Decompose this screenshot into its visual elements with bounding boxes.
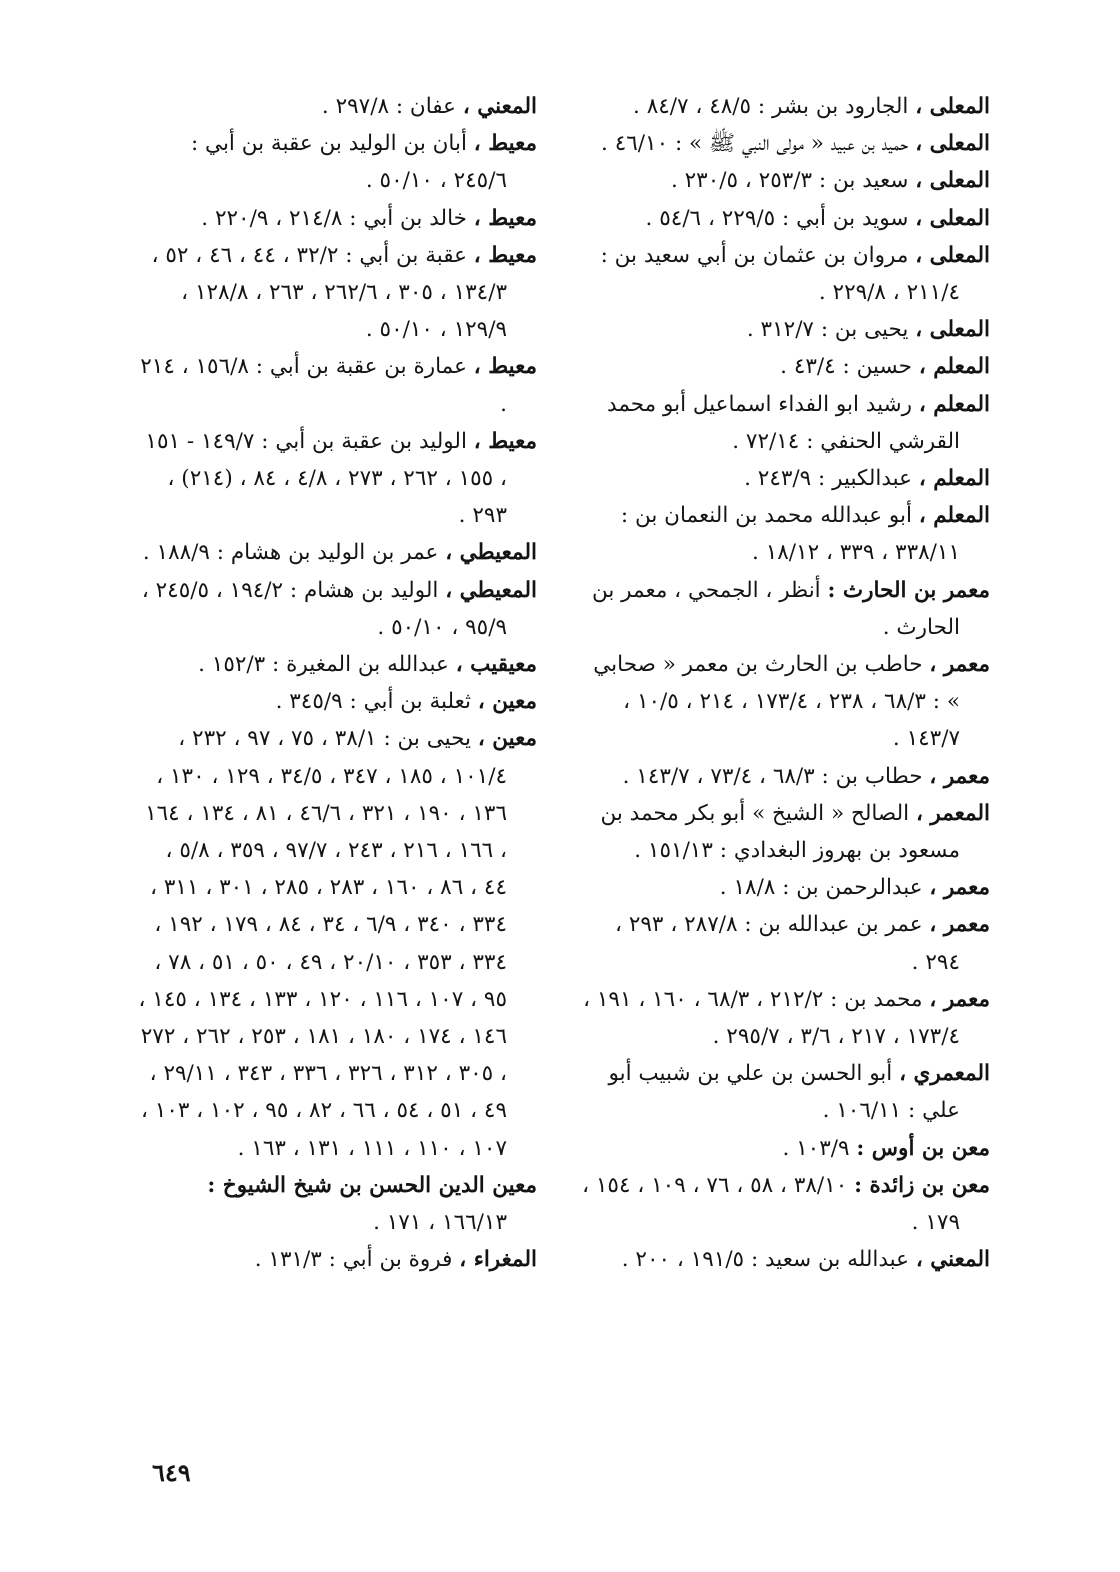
index-entry [582, 1167, 990, 1241]
entry-heading: معيط ، [473, 242, 537, 268]
entry-heading: المعلى ، [915, 317, 990, 343]
entry-references: مروان بن عثمان بن أبي سعيد بن : ٢١١/٤ ، ٢٢٩/٨ . [600, 242, 960, 306]
entry-heading: معيط ، [473, 205, 537, 231]
entry-references: أبو الحسن بن علي بن شبيب أبو علي : ١٠٦/١١ . [608, 1061, 960, 1124]
entry-references: ١٠٣/٩ . [782, 1135, 850, 1161]
index-entry [582, 906, 990, 980]
entry-references: حاطب بن الحارث بن معمر « صحابي » : ٦٨/٣ ، ٢٣٨ ، ١٧٣/٤ ، ٢١٤ ، ١٠/٥ ، ١٤٣/٧ . [593, 652, 960, 752]
entry-heading: معيط ، [473, 428, 537, 454]
entry-heading: المعيطي ، [445, 577, 537, 603]
entry-references: سعيد بن : ٢٥٣/٣ ، ٢٣٠/٥ . [670, 168, 909, 194]
entry-references: الجارود بن بشر : ٤٨/٥ ، ٨٤/٧ . [633, 94, 909, 119]
entry-references: عمارة بن عقبة بن أبي : ١٥٦/٨ ، ٢١٤ . [140, 354, 507, 417]
index-entry [137, 572, 537, 646]
entry-heading: المعيطي ، [445, 540, 537, 566]
index-entry [582, 795, 990, 869]
entry-references: الوليد بن هشام : ١٩٤/٢ ، ٢٤٥/٥ ، ٩٥/٩ ، ٥٠/١٠ . [141, 577, 507, 640]
entry-heading: معمر ، [929, 986, 990, 1012]
index-column-left [137, 88, 537, 1279]
index-entry [582, 200, 990, 237]
entry-heading: المعلم ، [918, 466, 990, 492]
index-entry [582, 572, 990, 646]
index-entry [137, 1167, 537, 1241]
entry-references: أبو عبدالله محمد بن النعمان بن : ٣٣٨/١١ ، ٣٣٩ ، ١٨/١٢ . [620, 503, 960, 566]
index-entry [137, 237, 537, 349]
entry-heading: المعلى ، [915, 94, 990, 119]
entry-heading: المعلى ، [915, 205, 990, 231]
index-entry [582, 237, 990, 311]
index-entry [582, 162, 990, 199]
index-entry [582, 1055, 990, 1129]
entry-references: ثعلبة بن أبي : ٣٤٥/٩ . [275, 689, 471, 715]
index-entry [582, 758, 990, 795]
index-entry [137, 534, 537, 571]
entry-heading: المعني ، [915, 1247, 990, 1273]
entry-heading: المعمر ، [915, 800, 990, 826]
index-entry [582, 386, 990, 460]
index-entry [137, 720, 537, 1166]
index-entry [137, 1241, 537, 1278]
entry-heading: المعلى ، [915, 168, 990, 194]
index-entry [582, 869, 990, 906]
page-number: ٦٤٩ [152, 1458, 191, 1487]
entry-heading: المعمري ، [899, 1061, 990, 1087]
entry-references: عبدالكبير : ٢٤٣/٩ . [744, 466, 912, 492]
index-column-right [582, 88, 990, 1279]
index-entry [582, 646, 990, 758]
entry-heading: معمر ، [929, 652, 990, 678]
index-entry [137, 348, 537, 422]
entry-references: عمر بن عبدالله بن : ٢٨٧/٨ ، ٢٩٣ ، ٢٩٤ . [615, 912, 960, 975]
entry-references: حميد بن عبيد « مولى النبي ﷺ » : ٤٦/١٠ . [601, 131, 909, 157]
entry-heading: معمر ، [929, 763, 990, 789]
index-entry [137, 200, 537, 237]
entry-references: خالد بن أبي : ٢١٤/٨ ، ٢٢٠/٩ . [201, 205, 467, 231]
entry-heading: معين الدين الحسن بن شيخ الشيوخ : [207, 1172, 537, 1198]
entry-references: أبان بن الوليد بن عقبة بن أبي : ٢٤٥/٦ ، ٥٠/١٠ . [190, 131, 507, 194]
index-entry [582, 460, 990, 497]
entry-heading: معيط ، [473, 354, 537, 380]
index-entry [582, 497, 990, 571]
entry-references: فروة بن أبي : ١٣١/٣ . [254, 1247, 453, 1273]
index-entry [582, 88, 990, 125]
entry-references: عمر بن الوليد بن هشام : ١٨٨/٩ . [142, 540, 439, 566]
entry-heading: المعلى ، [915, 242, 990, 268]
entry-heading: معمر بن الحارث : [827, 577, 990, 603]
entry-references: حطاب بن : ٦٨/٣ ، ٧٣/٤ ، ١٤٣/٧ . [622, 763, 923, 789]
index-entry [582, 1130, 990, 1167]
index-entry [582, 981, 990, 1055]
entry-heading: معين ، [477, 726, 537, 752]
index-entry [582, 1241, 990, 1278]
index-entry [137, 646, 537, 683]
entry-references: حسين : ٤٣/٤ . [780, 354, 912, 380]
entry-references: الصالح « الشيخ » أبو بكر محمد بن مسعود بن بهروز البغدادي : ١٥١/١٣ . [600, 800, 960, 864]
entry-heading: معن بن زائدة : [854, 1172, 990, 1198]
index-entry [582, 348, 990, 385]
entry-heading: معمر ، [929, 912, 990, 938]
entry-references: ١٦٦/١٣ ، ١٧١ . [373, 1210, 507, 1236]
index-entry [137, 88, 537, 125]
entry-heading: المعني ، [462, 94, 537, 119]
entry-heading: معيط ، [473, 131, 537, 157]
entry-heading: معين ، [477, 689, 537, 715]
index-entry [582, 125, 990, 162]
entry-heading: المغراء ، [459, 1247, 537, 1273]
index-entry [582, 311, 990, 348]
index-entry [137, 125, 537, 199]
index-entry [137, 423, 537, 535]
entry-heading: المعلم ، [918, 391, 990, 417]
entry-references: أنظر ، الجمحي ، معمر بن الحارث . [591, 577, 960, 640]
entry-references: ٣٨/١٠ ، ٥٨ ، ٧٦ ، ١٠٩ ، ١٥٤ ، ١٧٩ . [582, 1172, 960, 1236]
entry-heading: المعلم ، [918, 354, 990, 380]
entry-references: الوليد بن عقبة بن أبي : ١٤٩/٧ - ١٥١ ، ١٥٥ ، ٢٦٢ ، ٢٧٣ ، ٤/٨ ، ٨٤ ، (٢١٤) ، ٢٩٣ . [145, 428, 507, 529]
index-entry [137, 683, 537, 720]
entry-references: سويد بن أبي : ٢٢٩/٥ ، ٥٤/٦ . [645, 205, 909, 231]
entry-heading: معيقيب ، [455, 652, 537, 678]
entry-references: عبدالله بن المغيرة : ١٥٢/٣ . [198, 652, 449, 678]
entry-heading: معمر ، [929, 875, 990, 901]
entry-references: عقبة بن أبي : ٣٢/٢ ، ٤٤ ، ٤٦ ، ٥٢ ، ١٣٤/٣ ، ٣٠٥ ، ٢٦٢/٦ ، ٢٦٣ ، ١٢٨/٨ ، ١٢٩/٩ ، ٥٠/١٠ . [151, 242, 507, 343]
entry-references: رشيد ابو الفداء اسماعيل أبو محمد القرشي الحنفي : ٧٢/١٤ . [607, 391, 960, 454]
entry-references: عبدالله بن سعيد : ١٩١/٥ ، ٢٠٠ . [621, 1247, 909, 1273]
entry-references: محمد بن : ٢١٢/٢ ، ٦٨/٣ ، ١٦٠ ، ١٩١ ، ١٧٣/٤ ، ٢١٧ ، ٣/٦ ، ٢٩٥/٧ . [583, 986, 960, 1050]
entry-references: يحيى بن : ٣١٢/٧ . [746, 317, 909, 343]
entry-heading: المعلم ، [918, 503, 990, 529]
entry-heading: معن بن أوس : [856, 1135, 990, 1161]
entry-references: عبدالرحمن بن : ١٨/٨ . [719, 875, 923, 901]
entry-references: يحيى بن : ٣٨/١ ، ٧٥ ، ٩٧ ، ٢٣٢ ، ١٠١/٤ ، ١٨٥ ، ٣٤٧ ، ٣٤/٥ ، ١٢٩ ، ١٣٠ ، ١٣٦ ، ١٩٠ ، ٣٢١ ، ٤٦/٦ ، ٨١ ، ١٣٤ ، ١٦٤ ، ١٦٦ ، ٢١٦ ، ٢٤٣ ، ٩٧/٧ ، ٣٥٩ ، ٥/٨ ، ٤٤ ، ٨٦ ، ١٦٠ ، ٢٨٣ ، ٢٨٥ ، ٣٠١ ، ٣١١ ، ٣٣٤ ، ٣٤٠ ، ٦/٩ ، ٣٤ ، ٨٤ ، ١٧٩ ، ١٩٢ ، ٣٣٤ ، ٣٥٣ ، ٢٠/١٠ ، ٤٩ ، ٥٠ ، ٥١ ، ٧٨ ، ٩٥ ، ١٠٧ ، ١١٦ ، ١٢٠ ، ١٣٣ ، ١٣٤ ، ١٤٥ ، ١٤٦ ، ١٧٤ ، ١٨٠ ، ١٨١ ، ٢٥٣ ، ٢٦٢ ، ٢٧٢ ، ٣٠٥ ، ٣١٢ ، ٣٢٦ ، ٣٣٦ ، ٣٤٣ ، ٢٩/١١ ، ٤٩ ، ٥١ ، ٥٤ ، ٦٦ ، ٨٢ ، ٩٥ ، ١٠٢ ، ١٠٣ ، ١٠٧ ، ١١٠ ، ١١١ ، ١٣١ ، ١٦٣ . [138, 726, 507, 1161]
entry-references: عفان : ٢٩٧/٨ . [321, 94, 456, 119]
entry-heading: المعلى ، [915, 131, 990, 157]
